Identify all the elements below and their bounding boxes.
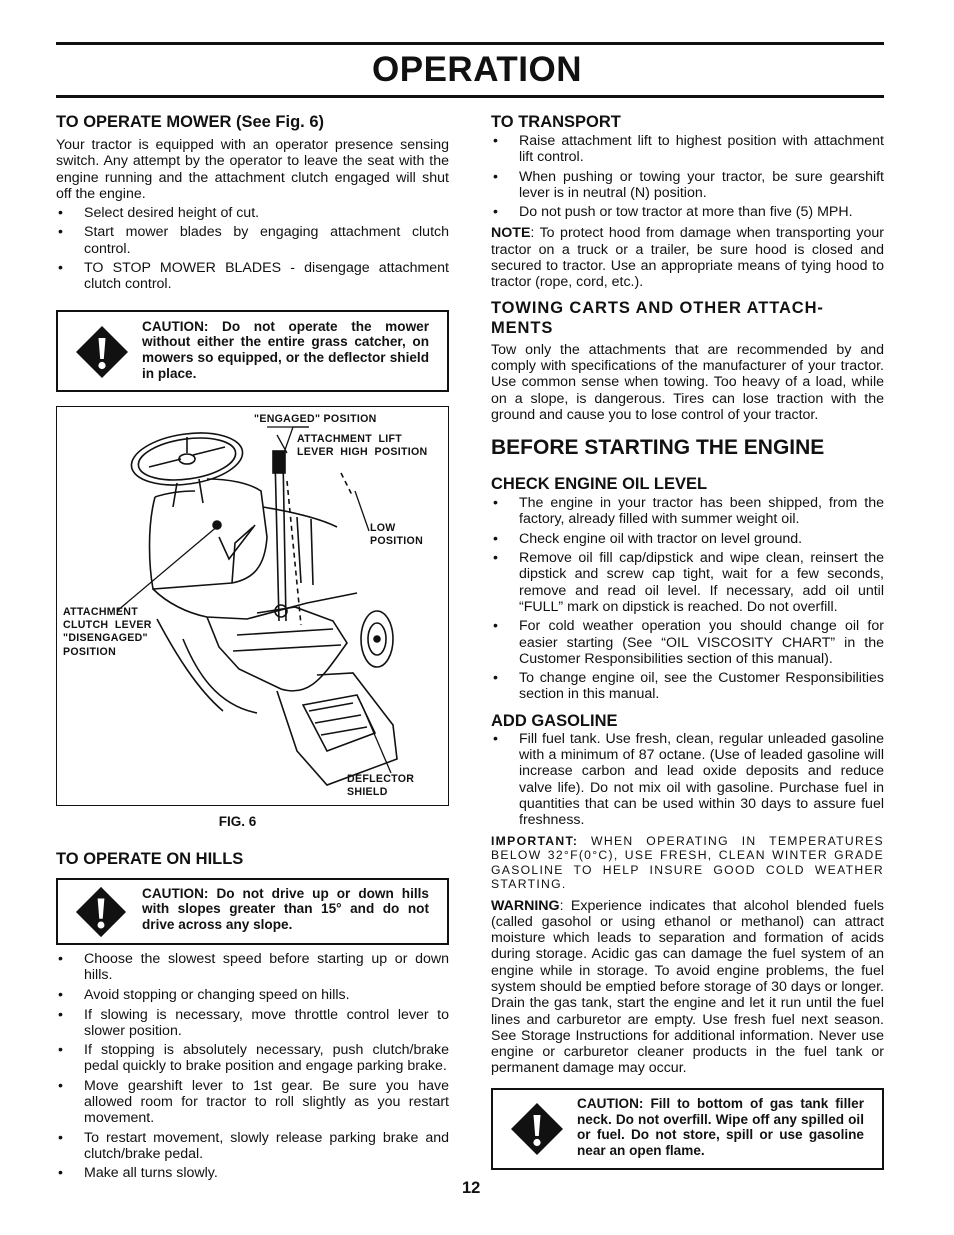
warning-text: : Experience indicates that alcohol blended fuels (called gasohol or using ethanol or methanol) can attract moisture which leads to separation and formation of acids during storage. Acidic gas can damage the fuel system of an engine while in storage. To avoid engine problems, the fuel system should be emptied before storage of 30 days or longer. Drain the gas tank, start the engine and let it run until the fuel lines and carburetor are empty. Use fresh fuel next season. See Storage Instructions for additional information. Never use engine or carburetor cleaner products in the fuel tank or permanent damage may occur. [491,897,884,1077]
figure-caption: FIG. 6 [218,813,257,829]
operate-mower-list [56,205,449,292]
list-item: • For cold weather operation you should change oil for easier starting (See “OIL VISCOSITY CHART” in the Customer Responsibilities section of this manual). [491,618,884,667]
label-deflector-shield [347,773,414,800]
check-oil-list [491,495,884,703]
left-column [56,112,449,1182]
operate-hills-heading: TO OPERATE ON HILLS [56,849,244,868]
list-item: • Start mower blades by engaging attachment clutch control. [56,224,449,257]
label-clutch-lever [63,606,152,659]
list-item: • The engine in your tractor has been shipped, from the factory, already filled with summer weight oil. [491,495,884,528]
operate-mower-intro: Your tractor is equipped with an operator presence sensing switch. Any attempt by the operator to leave the seat with the engine running and the attachment clutch engaged will shut off the engine. [56,137,449,202]
figure-6 [56,406,449,806]
note-text: : To protect hood from damage when transporting your tractor on a truck or a trailer, be sure hood is closed and secured to tractor. Use an appropriate means of tying hood to tractor (rope, cord, etc.). [491,225,884,291]
list-item: • Avoid stopping or changing speed on hills. [56,987,449,1003]
warning-icon [509,1101,565,1157]
list-item: • Choose the slowest speed before starting up or down hills. [56,951,449,984]
important-text: WHEN OPERATING IN TEMPERATURES BELOW 32°F(0°C), USE FRESH, CLEAN WINTER GRADE GASOLINE TO HELP INSURE GOOD COLD WEATHER STARTING. [491,833,884,891]
warning-icon [74,885,128,939]
list-item: • If stopping is absolutely necessary, push clutch/brake pedal quickly to brake position and engage parking brake. [56,1042,449,1075]
gasoline-caution-text: CAUTION: Fill to bottom of gas tank filler neck. Do not overfill. Wipe off any spilled oil or fuel. Do not store, spill or use gasoline near an open flame. [577,1095,864,1159]
list-item: • Check engine oil with tractor on level ground. [491,531,884,547]
gasoline-caution-box [491,1088,884,1170]
add-gasoline-list [491,731,884,829]
check-oil-heading: CHECK ENGINE OIL LEVEL [491,475,708,494]
label-low-position-text: LOW POSITION [370,521,424,547]
top-rule [56,42,884,45]
transport-list [491,133,884,220]
warning-label: WARNING [491,897,560,914]
hills-caution-box [56,878,449,945]
towing-heading: TOWING CARTS AND OTHER ATTACH- MENTS [491,298,824,337]
list-item: • Raise attachment lift to highest position with attachment lift control. [491,133,884,166]
warning-paragraph [491,898,884,1077]
label-low-position [370,522,423,549]
warning-icon [74,324,130,380]
add-gasoline-heading: ADD GASOLINE [491,711,618,730]
list-item: • If slowing is necessary, move throttle control lever to slower position. [56,1007,449,1040]
mower-caution-text: CAUTION: Do not operate the mower without either the entire grass catcher, on mowers so equipped, or the deflector shield in place. [142,318,429,382]
label-lift-lever-high-text: ATTACHMENT LIFT LEVER HIGH POSITION [297,432,428,458]
before-starting-heading: BEFORE STARTING THE ENGINE [491,436,825,460]
transport-note [491,225,884,290]
label-engaged-position: "ENGAGED" POSITION [254,412,377,425]
list-item: • TO STOP MOWER BLADES - disengage attachment clutch control. [56,260,449,293]
transport-heading: TO TRANSPORT [491,113,621,131]
page-title: OPERATION [372,50,582,89]
label-deflector-shield-text: DEFLECTOR SHIELD [347,772,415,798]
important-notice [491,834,884,892]
page-number: 12 [462,1179,481,1197]
right-column [491,112,884,1170]
list-item: • When pushing or towing your tractor, be sure gearshift lever is in neutral (N) position. [491,169,884,202]
list-item: • To restart movement, slowly release parking brake and clutch/brake pedal. [56,1130,449,1163]
hills-caution-text: CAUTION: Do not drive up or down hills with slopes greater than 15° and do not drive across any slope. [142,885,429,933]
important-label: IMPORTANT: [491,833,579,848]
list-item: • Select desired height of cut. [56,205,449,221]
operate-mower-heading: TO OPERATE MOWER (See Fig. 6) [56,113,324,131]
list-item: • To change engine oil, see the Customer Responsibilities section in this manual. [491,670,884,703]
list-item: • Do not push or tow tractor at more than five (5) MPH. [491,204,884,220]
title-underline [56,95,884,98]
mower-caution-box [56,310,449,392]
towing-text: Tow only the attachments that are recommended by and comply with specifications of the manufacturer of your tractor. Use common sense when towing. Too heavy of a load, while on a slope, is dangerous. Tires can lose traction with the ground and cause you to lose control of your tractor. [491,341,884,423]
list-item: • Fill fuel tank. Use fresh, clean, regular unleaded gasoline with a minimum of 87 octane. (Use of leaded gasoline will increase carbon and lead oxide deposits and reduce valve life). Do not mix oil with gasoline. Purchase fuel in quantities that can be used within 30 days to assure fuel freshness. [491,731,884,829]
operate-hills-list [56,951,449,1182]
list-item: • Make all turns slowly. [56,1165,449,1181]
label-lift-lever-high [297,433,428,460]
list-item: • Remove oil fill cap/dipstick and wipe clean, reinsert the dipstick and screw cap tight, wait for a few seconds, remove and read oil level. If necessary, add oil until “FULL” mark on dipstick is reached. Do not overfill. [491,550,884,615]
note-label: NOTE [491,225,531,242]
list-item: • Move gearshift lever to 1st gear. Be sure you have allowed room for tractor to roll slightly as you restart movement. [56,1078,449,1127]
label-clutch-lever-text: ATTACHMENT CLUTCH LEVER "DISENGAGED" POSITION [63,605,152,658]
